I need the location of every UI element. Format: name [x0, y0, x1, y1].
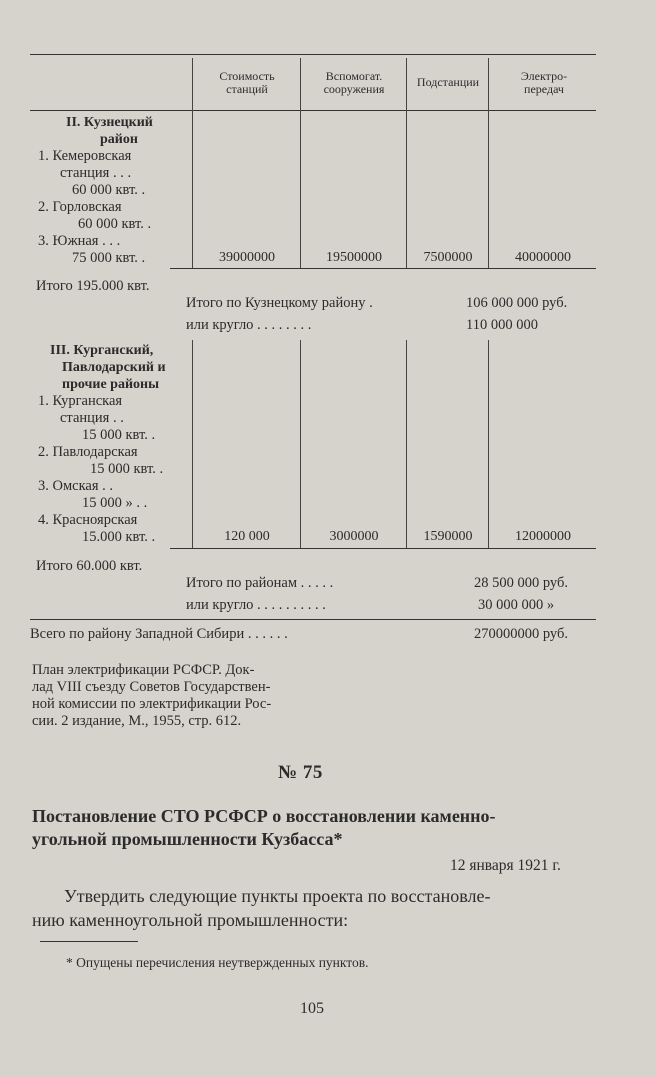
- table-row-label: 15 000 квт. .: [90, 461, 164, 477]
- column-divider: [406, 340, 407, 548]
- region-total-value: 28 500 000 руб.: [474, 575, 568, 591]
- source-citation-line: лад VIII съезду Советов Государствен-: [32, 679, 271, 695]
- region-total-label: Итого по районам . . . . .: [186, 575, 334, 591]
- section-bottom-rule: [170, 268, 596, 269]
- footnote: * Опущены перечисления неутвержденных пунктов.: [66, 955, 369, 970]
- column-divider: [192, 340, 193, 548]
- column-divider: [300, 58, 301, 268]
- document-date: 12 января 1921 г.: [450, 857, 561, 874]
- section-heading: район: [100, 132, 138, 147]
- table-row-label: 3. Южная . . .: [38, 233, 121, 249]
- column-divider: [488, 58, 489, 268]
- region-total-label: Итого по Кузнецкому району .: [186, 295, 373, 311]
- document-number: № 75: [278, 762, 323, 783]
- table-cell-value: 120 000: [224, 529, 270, 544]
- table-cell-value: 7500000: [423, 250, 473, 265]
- table-row-label: 3. Омская . .: [38, 478, 114, 494]
- table-row-label: 15 000 » . .: [82, 495, 148, 511]
- section-heading: III. Курганский,: [50, 343, 154, 358]
- table-row-label: 60 000 квт. .: [72, 182, 146, 198]
- table-row-label: станция . . .: [60, 165, 132, 181]
- table-header-rule: [30, 110, 596, 111]
- table-row-label: 2. Горловская: [38, 199, 122, 215]
- table-cell-value: 19500000: [326, 250, 382, 265]
- region-total-value: 106 000 000 руб.: [466, 295, 568, 311]
- document-title-line: угольной промышленности Кузбасса*: [32, 829, 343, 849]
- table-cell-value: 1590000: [423, 529, 473, 544]
- column-divider: [488, 340, 489, 548]
- section-bottom-rule: [170, 548, 596, 549]
- table-cell-value: 12000000: [515, 529, 571, 544]
- subtotal-kw: Итого 60.000 квт.: [36, 558, 143, 574]
- column-header-station-cost: Стоимость станций: [219, 69, 275, 96]
- source-citation-line: сии. 2 издание, М., 1955, стр. 612.: [32, 713, 242, 729]
- table-row-label: 60 000 квт. .: [78, 216, 152, 232]
- table-row-label: 15.000 квт. .: [82, 529, 156, 545]
- column-divider: [406, 58, 407, 268]
- document-title-line: Постановление СТО РСФСР о восстановлении каменно-: [32, 806, 496, 826]
- section-heading: прочие районы: [62, 377, 160, 392]
- grand-total-value: 270000000 руб.: [474, 626, 568, 642]
- section-heading: II. Кузнецкий: [66, 115, 153, 130]
- rounded-total-value: 110 000 000: [466, 317, 538, 333]
- grand-total-label: Всего по району Западной Сибири . . . . . .: [30, 626, 288, 642]
- grand-total-rule: [30, 619, 596, 620]
- table-row-label: 75 000 квт. .: [72, 250, 146, 266]
- rounded-total-label: или кругло . . . . . . . . . .: [186, 597, 326, 613]
- subtotal-kw: Итого 195.000 квт.: [36, 278, 150, 294]
- table-row-label: 4. Красноярская: [38, 512, 138, 528]
- column-header-substations: Подстанции: [416, 75, 480, 89]
- source-citation-line: План электрификации РСФСР. Док-: [32, 662, 255, 678]
- column-divider: [192, 58, 193, 268]
- source-citation-line: ной комиссии по электрификации Рос-: [32, 696, 272, 712]
- column-divider: [300, 340, 301, 548]
- table-row-label: 1. Кемеровская: [38, 148, 132, 164]
- table-row-label: 15 000 квт. .: [82, 427, 156, 443]
- body-text-line: Утвердить следующие пункты проекта по восстановле-: [64, 886, 491, 906]
- section-heading: Павлодарский и: [62, 360, 166, 375]
- table-cell-value: 39000000: [219, 250, 275, 265]
- table-row-label: станция . .: [60, 410, 124, 426]
- table-cell-value: 40000000: [515, 250, 571, 265]
- rounded-total-value: 30 000 000 »: [478, 597, 555, 613]
- rounded-total-label: или кругло . . . . . . . .: [186, 317, 312, 333]
- column-header-transmission: Электро- передач: [520, 69, 568, 96]
- table-row-label: 2. Павлодарская: [38, 444, 138, 460]
- footnote-rule: [40, 941, 138, 942]
- table-row-label: 1. Курганская: [38, 393, 123, 409]
- body-text-line: нию каменноугольной промышленности:: [32, 910, 349, 930]
- table-top-rule: [30, 54, 596, 55]
- page-number: 105: [300, 1000, 324, 1017]
- column-header-auxiliary: Вспомогат. сооружения: [323, 69, 385, 96]
- table-cell-value: 3000000: [329, 529, 379, 544]
